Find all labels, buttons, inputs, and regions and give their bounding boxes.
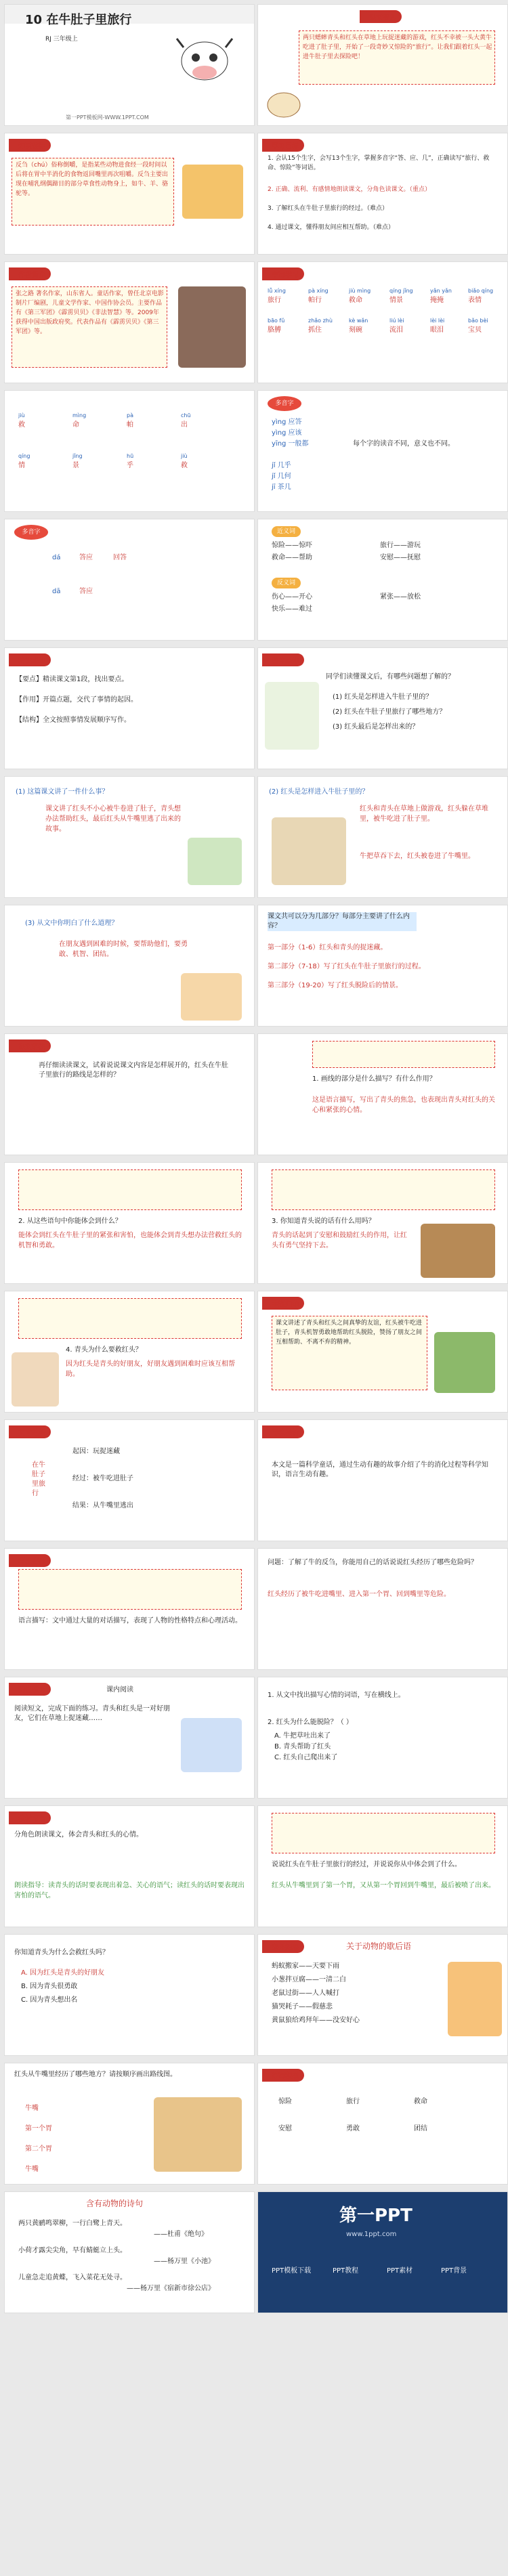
reading-text: 再仔细读读课文，试着说说课文内容是怎样展开的，红头在牛肚子里旅行的路线是怎样的？ — [39, 1062, 228, 1079]
char: 救 — [181, 462, 188, 469]
vocab-word: 安慰 — [278, 2125, 292, 2132]
question-item: (3) 红头最后是怎样出来的？ — [333, 723, 419, 731]
slide-q-description — [257, 1033, 508, 1155]
question-item: (1) 红头是怎样进入牛肚子里的？ — [333, 693, 433, 701]
answer: 因为红头是青头的好朋友，好朋友遇到困难时应该互相帮助。 — [66, 1360, 235, 1378]
grade-label: RJ 三年级上 — [45, 36, 78, 43]
route-node: 第一个胃 — [25, 2125, 52, 2132]
word: 抓住 — [308, 326, 322, 334]
extension-item: 蚂蚁搬家——天要下雨 — [272, 1962, 339, 1970]
answer: 朗读指导：读青头的话时要表现出着急、关心的语气；读红头的话时要表现出害怕的语气。 — [14, 1882, 245, 1899]
vocab-word: 团结 — [414, 2125, 427, 2132]
slide-intro — [257, 4, 508, 126]
tag-badge: 多音字 — [268, 396, 301, 411]
antonym-pair: 快乐——难过 — [272, 605, 312, 613]
char: 命 — [72, 421, 79, 429]
practice-option: B. 青头帮助了红头 — [274, 1743, 331, 1751]
route-node: 第二个胃 — [25, 2145, 52, 2153]
slide-structure — [4, 1419, 255, 1541]
intro-text: 两只蟋蟀青头和红头在草地上玩捉迷藏的游戏，红头不幸被一头大黄牛吃进了肚子里，开始了一段奇妙又惊险的“旅行”。让我们跟着红头一起进牛肚子里去探险吧！ — [303, 35, 492, 60]
slide-exercise — [4, 1805, 255, 1927]
section-header: 文章结构 — [9, 1425, 51, 1438]
site-label: 第一PPT模板网-WWW.1PPT.COM — [66, 114, 149, 121]
poem-source: ——杨万里《宿新市徐公店》 — [127, 2285, 215, 2292]
answer: 牛把草吞下去，红头被卷进了牛嘴里。 — [360, 853, 475, 860]
quote-box — [18, 1569, 242, 1610]
pinyin: pà — [127, 412, 133, 418]
theme-text: 课文讲述了青头和红头之间真挚的友谊，红头被牛吃进肚子，青头机智勇敢地帮助红头脱险，赞扬了朋友之间互相帮助、不离不弃的精神。 — [276, 1320, 423, 1346]
slide-intensive-reading — [4, 647, 255, 769]
polyphone-line: yìng 应该 — [272, 429, 302, 437]
word: 情景 — [389, 297, 403, 304]
section-header: 好词积累 — [262, 2069, 304, 2082]
slide-q-feel — [4, 1162, 255, 1284]
cow-image — [154, 2097, 242, 2172]
pinyin: bǎo bèi — [468, 318, 488, 324]
quote-box — [312, 1041, 495, 1068]
synonym-pair: 旅行——游玩 — [380, 542, 421, 549]
question: (3) 从文中你明白了什么道理？ — [25, 920, 119, 927]
section-header: 课文解读 — [9, 1039, 51, 1052]
vocab-word: 勇敢 — [346, 2125, 360, 2132]
cow-icon — [263, 86, 304, 120]
char: 情 — [18, 462, 25, 469]
question: 2. 从这些语句中你能体会到什么？ — [18, 1218, 122, 1225]
route-node: 牛嘴 — [25, 2166, 39, 2173]
antonym-pair: 伤心——开心 — [272, 593, 312, 601]
synonym-tag: 近义词 — [272, 526, 301, 537]
cricket-image — [188, 838, 242, 885]
kids-image — [181, 1718, 242, 1772]
extension-item: 老鼠过街——人人喊打 — [272, 1990, 339, 1997]
route-node: 牛嘴 — [25, 2105, 39, 2112]
pinyin: jiù mìng — [349, 288, 371, 294]
cricket-image — [434, 1332, 495, 1393]
section-header: 字词学习 — [262, 267, 304, 280]
practice-option: C. 红头自己爬出来了 — [274, 1754, 338, 1761]
slide-route — [4, 2063, 255, 2185]
slide-problem — [257, 1548, 508, 1670]
structure-node: 经过：被牛吃进肚子 — [72, 1475, 133, 1482]
answer: 红头经历了被牛吃进嘴里、进入第一个胃、回到嘴里等危险。 — [268, 1591, 450, 1598]
slide-polyphone-2 — [4, 519, 255, 641]
answer: 红头和青头在草地上做游戏，红头躲在草堆里，被牛吃进了肚子里。 — [360, 805, 488, 823]
section-header: 写法借鉴 — [9, 1554, 51, 1567]
word: 眼泪 — [430, 326, 444, 334]
section-header: 课文导入 — [360, 10, 402, 23]
question: (1) 这篇课文讲了一件什么事？ — [16, 788, 109, 796]
slide-q2 — [257, 776, 508, 898]
poem-line: 小荷才露尖尖角，早有蜻蜓立上头。 — [18, 2247, 127, 2254]
part-item: 第二部分（7-18）写了红头在牛肚子里旅行的过程。 — [268, 963, 425, 970]
reading-item: 【结构】全文按照事情发展顺序写作。 — [16, 716, 131, 724]
cow-icon — [174, 30, 235, 85]
section-header: 精读感知 — [9, 653, 51, 666]
answer: 课文讲了红头不小心被牛卷进了肚子，青头想办法帮助红头，最后红头从牛嘴里逃了出来的故事。 — [45, 805, 181, 833]
section-header: 随堂练习 — [9, 1683, 51, 1696]
pinyin: lǚ xíng — [268, 288, 286, 294]
footer-col[interactable]: PPT背景 — [441, 2267, 467, 2275]
word: 旅行 — [268, 297, 281, 304]
question: 4. 青头为什么要救红头？ — [66, 1346, 142, 1354]
section-header: 写法品析 — [262, 1425, 304, 1438]
kids-image — [181, 973, 242, 1021]
poem-line: 儿童急走追黄蝶，飞入菜花无处寻。 — [18, 2274, 127, 2281]
question: 3. 你知道青头说的话有什么用吗？ — [272, 1218, 375, 1225]
slide-parts — [257, 905, 508, 1027]
goal-item: 4. 通过课文，懂得朋友间应相互帮助。（难点） — [268, 224, 394, 231]
brand-url: www.1ppt.com — [346, 2231, 397, 2238]
word: 掩掩 — [430, 297, 444, 304]
polyphone-line: jǐ 几何 — [272, 473, 291, 480]
pinyin: qíng jǐng — [389, 288, 413, 294]
pinyin: bāo fǔ — [268, 318, 285, 324]
word: 宝贝 — [468, 326, 482, 334]
practice-item: 1. 从文中找出描写心情的词语，写在横线上。 — [268, 1692, 405, 1699]
answer: 能体会到红头在牛肚子里的紧张和害怕，也能体会到青头想办法营救红头的机智和勇敢。 — [18, 1232, 242, 1249]
practice-title: 课内阅读 — [106, 1686, 133, 1694]
author-photo — [178, 286, 246, 368]
knowledge-text: 反刍（chú）俗称倒嚼，是指某些动物进食经一段时间以后将在胃中半消化的食物返回嘴里再次咀嚼。反刍主要出现在哺乳纲偶蹄目的部分草食性动物身上，如牛、羊、骆驼等。 — [16, 162, 169, 197]
section-header: 知识链接 — [9, 139, 51, 152]
slide-polyphone-1 — [257, 390, 508, 512]
pinyin: dá — [52, 554, 61, 561]
antonym-pair: 紧张——放松 — [380, 593, 421, 601]
option: C. 因为青头想出名 — [21, 1996, 78, 2004]
author-text: 张之路 著名作家，山东省人。童话作家，曾任北京电影制片厂编剧，儿童文学作家、中国作协会员。主要作品有《第三军团》《霹雳贝贝》《非法智慧》等。2009年获得中国出版政府奖。代表作品有《霹雳贝贝》《第三军团》等。 — [16, 291, 164, 335]
teacher-image — [12, 1352, 59, 1407]
synonym-pair: 安慰——抚慰 — [380, 554, 421, 561]
question: (2) 红头是怎样进入牛肚子里的？ — [269, 788, 369, 796]
pinyin: liú lèi — [389, 318, 404, 324]
question: 你知道青头为什么会救红头吗？ — [14, 1949, 109, 1956]
brand-logo: 第一PPT — [339, 2206, 412, 2226]
quote-box — [272, 1169, 495, 1210]
slide-practice — [4, 1677, 255, 1799]
cow-photo — [421, 1224, 495, 1278]
route-text: 红头从牛嘴里经历了哪些地方？请按顺序画出路线图。 — [14, 2071, 177, 2078]
slide-practice-questions — [257, 1677, 508, 1799]
pinyin: zhǎo zhù — [308, 318, 333, 324]
slide-author — [4, 261, 255, 383]
word: 胳膊 — [268, 326, 281, 334]
analysis-text: 本文是一篇科学童话，通过生动有趣的故事介绍了牛的消化过程等科学知识，语言生动有趣。 — [272, 1461, 488, 1478]
goal-item: 3. 了解红头在牛肚子里旅行的经过。（难点） — [268, 205, 388, 212]
slide-writing-analysis — [257, 1419, 508, 1541]
pinyin: chū — [181, 412, 191, 418]
question: 问题：了解了牛的反刍，你能用自己的话说说红头经历了哪些危险吗？ — [268, 1559, 478, 1566]
extension-title: 关于动物的歇后语 — [346, 1941, 412, 1951]
slide-title — [4, 4, 255, 126]
cow-image — [272, 817, 346, 885]
vocab-word: 旅行 — [346, 2098, 360, 2105]
pinyin: dā — [52, 588, 61, 595]
slide-q-why — [4, 1291, 255, 1413]
word: 帕行 — [308, 297, 322, 304]
parts-title: 课文共可以分为几部分？每部分主要讲了什么内容？ — [268, 912, 417, 931]
slide-exercise-2 — [257, 1805, 508, 1927]
pinyin: jiù — [181, 453, 188, 459]
poem-source: ——杨万里《小池》 — [154, 2258, 215, 2265]
goal-item: 1. 会认15个生字，会写13个生字，掌握多音字“答、应、几”，正确读写“旅行、救命、惊险”等词语。 — [268, 155, 490, 171]
option: A. 因为红头是青头的好朋友 — [21, 1969, 105, 1977]
polyphone-line: yìng 应答 — [272, 418, 302, 426]
char: 出 — [181, 421, 188, 429]
word: 刻碗 — [349, 326, 362, 334]
structure-node: 起因：玩捉迷藏 — [72, 1448, 120, 1455]
word: 回答 — [113, 554, 127, 561]
answer: 在朋友遇到困难的时候，要帮助他们，要勇敢、机智、团结。 — [59, 941, 188, 958]
char: 救 — [18, 421, 25, 429]
word: 流泪 — [389, 326, 403, 334]
slide-end — [257, 2191, 508, 2313]
cow-image — [182, 165, 243, 219]
footer-col[interactable]: PPT教程 — [333, 2267, 359, 2275]
footer-col[interactable]: PPT素材 — [387, 2267, 413, 2275]
pinyin: mìng — [72, 412, 87, 418]
extension-item: 猫哭耗子——假慈悲 — [272, 2003, 333, 2011]
char: 乎 — [127, 462, 133, 469]
pinyin: qíng — [18, 453, 30, 459]
lesson-title: 10 在牛肚子里旅行 — [25, 13, 132, 27]
structure-node: 结果：从牛嘴里逃出 — [72, 1502, 133, 1509]
slide-text-reading — [4, 1033, 255, 1155]
part-item: 第一部分（1-6）红头和青头的捉迷藏。 — [268, 944, 387, 951]
structure-center: 在牛肚子里旅行 — [32, 1461, 45, 1497]
word: 救命 — [349, 297, 362, 304]
poem-title: 含有动物的诗句 — [86, 2199, 144, 2208]
quote-box — [18, 1298, 242, 1339]
antonym-tag: 反义词 — [272, 578, 301, 588]
slide-words — [257, 261, 508, 383]
slide-q3 — [4, 905, 255, 1027]
practice-text: 阅读短文，完成下面的练习。青头和红头是一对好朋友，它们在草地上捉迷藏…… — [14, 1705, 170, 1722]
pinyin: lèi lèi — [430, 318, 445, 324]
option: B. 因为青头很勇敢 — [21, 1983, 78, 1990]
part-item: 第三部分（19-20）写了红头脱险后的情景。 — [268, 982, 403, 989]
quote-box — [272, 1813, 495, 1853]
slide-overall — [257, 647, 508, 769]
rabbit-image — [265, 682, 319, 750]
char: 帕 — [127, 421, 133, 429]
slide-chars — [4, 390, 255, 512]
pinyin: jiù — [18, 412, 25, 418]
pinyin: jǐng — [72, 453, 83, 459]
question: 1. 画线的部分是什么描写？有什么作用？ — [312, 1075, 436, 1083]
practice-option: A. 牛把草吐出来了 — [274, 1732, 331, 1740]
slide-synonyms — [257, 519, 508, 641]
pinyin: kè wǎn — [349, 318, 368, 324]
slide-poems — [4, 2191, 255, 2313]
section-header: 学习目标 — [262, 139, 304, 152]
pinyin: hū — [127, 453, 134, 459]
goal-item: 2. 正确、流利、有感情地朗读课文，分角色读课文。（重点） — [268, 186, 431, 193]
question-item: (2) 红头在牛肚子里旅行了哪些地方？ — [333, 708, 446, 716]
slide-knowledge — [4, 133, 255, 255]
pinyin: pà xíng — [308, 288, 329, 294]
question: 同学们读懂课文后，有哪些问题想了解的？ — [326, 673, 454, 681]
word: 答应 — [79, 554, 93, 561]
polyphone-note: 每个字的读音不同，意义也不同。 — [353, 440, 454, 448]
tag-badge: 多音字 — [14, 525, 48, 540]
footer-col[interactable]: PPT模板下载 — [272, 2267, 312, 2275]
animals-image — [448, 1962, 502, 2036]
polyphone-line: jī 茶几 — [272, 484, 291, 491]
answer: 青头的话起到了安慰和鼓励红头的作用，让红头有勇气坚持下去。 — [272, 1232, 407, 1249]
slide-q-words — [257, 1162, 508, 1284]
section-header: 整体感知 — [262, 653, 304, 666]
slide-vocab — [257, 2063, 508, 2185]
char: 景 — [72, 462, 79, 469]
polyphone-line: jǐ 几乎 — [272, 462, 291, 469]
pinyin: biǎo qíng — [468, 288, 494, 294]
reference-text: 语言描写：文中通过大量的对话描写，表现了人物的性格特点和心理活动。 — [18, 1617, 242, 1625]
answer: 红头从牛嘴里到了第一个胃，又从第一个胃回到牛嘴里，最后被喷了出来。 — [272, 1882, 495, 1889]
synonym-pair: 救命——帮助 — [272, 554, 312, 561]
slide-goals — [257, 133, 508, 255]
extension-item: 小葱拌豆腐——一清二白 — [272, 1976, 346, 1983]
word: 答应 — [79, 588, 93, 595]
exercise-text: 分角色朗读课文，体会青头和红头的心情。 — [14, 1831, 143, 1839]
exercise-text: 说说红头在牛肚子里旅行的经过，并说说你从中体会到了什么。 — [272, 1861, 461, 1868]
slide-theme — [257, 1291, 508, 1413]
practice-item: 2. 红头为什么能脱险？（ ） — [268, 1719, 353, 1726]
vocab-word: 救命 — [414, 2098, 427, 2105]
slide-choice — [4, 1934, 255, 2056]
pinyin: yǎn yǎn — [430, 288, 452, 294]
slide-extension — [257, 1934, 508, 2056]
word: 表情 — [468, 297, 482, 304]
answer: 这是语言描写，写出了青头的焦急，也表现出青头对红头的关心和紧张的心情。 — [312, 1096, 495, 1114]
poem-source: ——杜甫《绝句》 — [154, 2231, 208, 2238]
poem-line: 两只黄鹂鸣翠柳，一行白鹭上青天。 — [18, 2220, 127, 2227]
section-header: 教材习题 — [9, 1811, 51, 1824]
slide-q1 — [4, 776, 255, 898]
section-header: 作者简介 — [9, 267, 51, 280]
extension-item: 黄鼠狼给鸡拜年——没安好心 — [272, 2017, 360, 2024]
slide-writing-reference — [4, 1548, 255, 1670]
reading-item: 【要点】精读课文第1段，找出要点。 — [16, 676, 129, 683]
vocab-word: 惊险 — [278, 2098, 292, 2105]
quote-box — [18, 1169, 242, 1210]
section-header: 主题归纳 — [262, 1297, 304, 1310]
section-header: 课外拓展 — [262, 1940, 304, 1953]
polyphone-line: yīng 一般都 — [272, 440, 309, 448]
synonym-pair: 惊险——惊吓 — [272, 542, 312, 549]
reading-item: 【作用】开篇点题，交代了事情的起因。 — [16, 696, 137, 704]
